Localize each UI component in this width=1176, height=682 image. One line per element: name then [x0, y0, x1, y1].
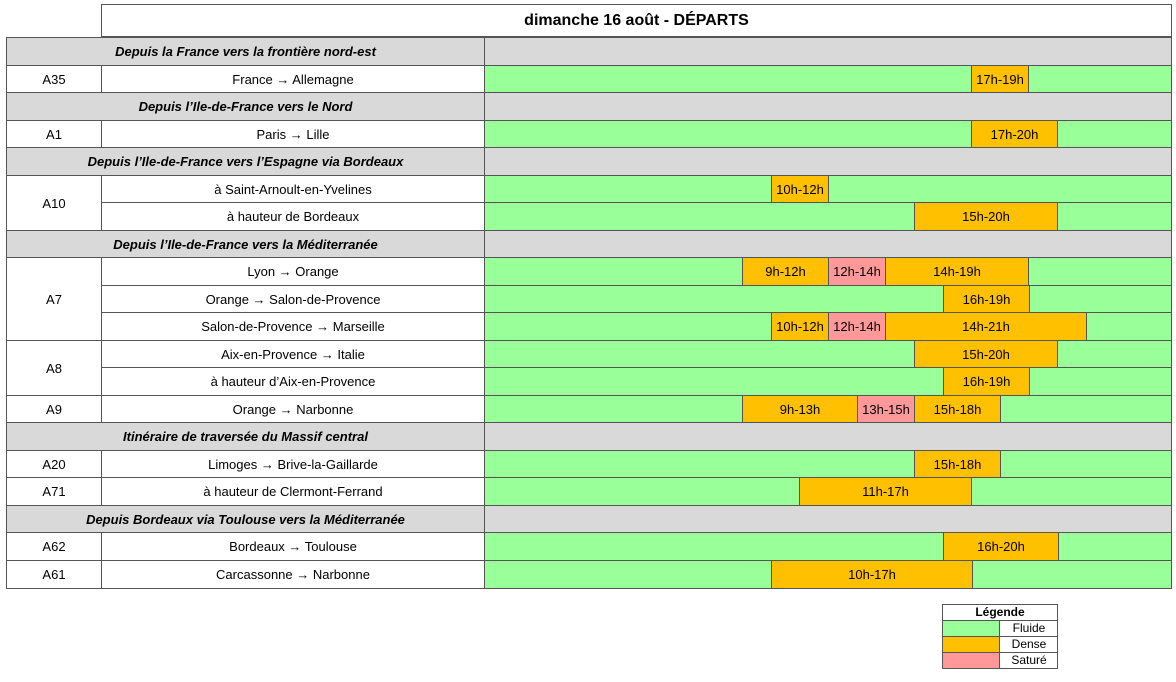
timeline-fluide [484, 285, 1172, 314]
section-header: Depuis la France vers la frontière nord-est [6, 37, 485, 66]
time-segment-sature: 13h-15h [857, 395, 915, 424]
time-segment-dense: 16h-20h [943, 532, 1059, 561]
legend-swatch-fluide [943, 621, 1000, 636]
route-label: Aix-en-Provence → Italie [101, 340, 485, 369]
legend-title: Légende [942, 604, 1058, 621]
timeline-fluide [484, 367, 1172, 396]
time-segment-dense: 17h-19h [971, 65, 1029, 94]
timeline-fluide [484, 65, 1172, 94]
route-label: France → Allemagne [101, 65, 485, 94]
timeline-fluide [484, 532, 1172, 561]
road-name: A9 [6, 395, 102, 424]
time-segment-dense: 16h-19h [943, 285, 1030, 314]
route-label: à hauteur de Clermont-Ferrand [101, 477, 485, 506]
route-label: Carcassonne → Narbonne [101, 560, 485, 589]
section-header: Depuis l’Ile-de-France vers le Nord [6, 92, 485, 121]
road-name: A7 [6, 257, 102, 341]
section-band [484, 37, 1172, 66]
timeline-fluide [484, 340, 1172, 369]
time-segment-dense: 14h-19h [885, 257, 1029, 286]
road-name: A8 [6, 340, 102, 396]
section-band [484, 92, 1172, 121]
time-segment-dense: 17h-20h [971, 120, 1058, 149]
legend-label: Fluide [1012, 621, 1046, 635]
road-name: A62 [6, 532, 102, 561]
time-segment-dense: 15h-20h [914, 202, 1058, 231]
legend-item-dense [942, 637, 1058, 653]
time-segment-sature: 12h-14h [828, 312, 886, 341]
time-segment-sature: 12h-14h [828, 257, 886, 286]
timeline-fluide [484, 120, 1172, 149]
time-segment-dense: 10h-12h [771, 175, 829, 204]
legend-swatch-sature [943, 653, 1000, 668]
road-name: A1 [6, 120, 102, 149]
route-label: à hauteur d’Aix-en-Provence [101, 367, 485, 396]
legend-item-fluide [942, 621, 1058, 637]
time-segment-dense: 9h-13h [742, 395, 858, 424]
route-label: Lyon → Orange [101, 257, 485, 286]
section-header: Itinéraire de traversée du Massif central [6, 422, 485, 451]
legend-label: Saturé [1011, 653, 1047, 667]
route-label: Orange → Narbonne [101, 395, 485, 424]
section-band [484, 505, 1172, 534]
route-label: Paris → Lille [101, 120, 485, 149]
legend-label: Dense [1011, 637, 1047, 651]
timeline-fluide [484, 450, 1172, 479]
time-segment-dense: 16h-19h [943, 367, 1030, 396]
route-label: Limoges → Brive-la-Gaillarde [101, 450, 485, 479]
time-segment-dense: 10h-12h [771, 312, 829, 341]
time-segment-dense: 11h-17h [799, 477, 972, 506]
time-segment-dense: 14h-21h [885, 312, 1087, 341]
section-band [484, 422, 1172, 451]
time-segment-dense: 10h-17h [771, 560, 973, 589]
section-header: Depuis l’Ile-de-France vers l’Espagne via Bordeaux [6, 147, 485, 176]
legend-item-sature [942, 653, 1058, 669]
road-name: A10 [6, 175, 102, 231]
route-label: Orange → Salon-de-Provence [101, 285, 485, 314]
road-name: A71 [6, 477, 102, 506]
time-segment-dense: 9h-12h [742, 257, 829, 286]
time-segment-dense: 15h-20h [914, 340, 1058, 369]
route-label: Salon-de-Provence → Marseille [101, 312, 485, 341]
time-segment-dense: 15h-18h [914, 395, 1001, 424]
route-label: Bordeaux → Toulouse [101, 532, 485, 561]
road-name: A20 [6, 450, 102, 479]
route-label: à Saint-Arnoult-en-Yvelines [101, 175, 485, 204]
section-header: Depuis l’Ile-de-France vers la Méditerranée [6, 230, 485, 259]
page-title: dimanche 16 août - DÉPARTS [101, 4, 1172, 37]
section-header: Depuis Bordeaux via Toulouse vers la Méditerranée [6, 505, 485, 534]
legend-swatch-dense [943, 637, 1000, 652]
route-label: à hauteur de Bordeaux [101, 202, 485, 231]
road-name: A35 [6, 65, 102, 94]
timeline-fluide [484, 202, 1172, 231]
section-band [484, 147, 1172, 176]
road-name: A61 [6, 560, 102, 589]
section-band [484, 230, 1172, 259]
time-segment-dense: 15h-18h [914, 450, 1001, 479]
